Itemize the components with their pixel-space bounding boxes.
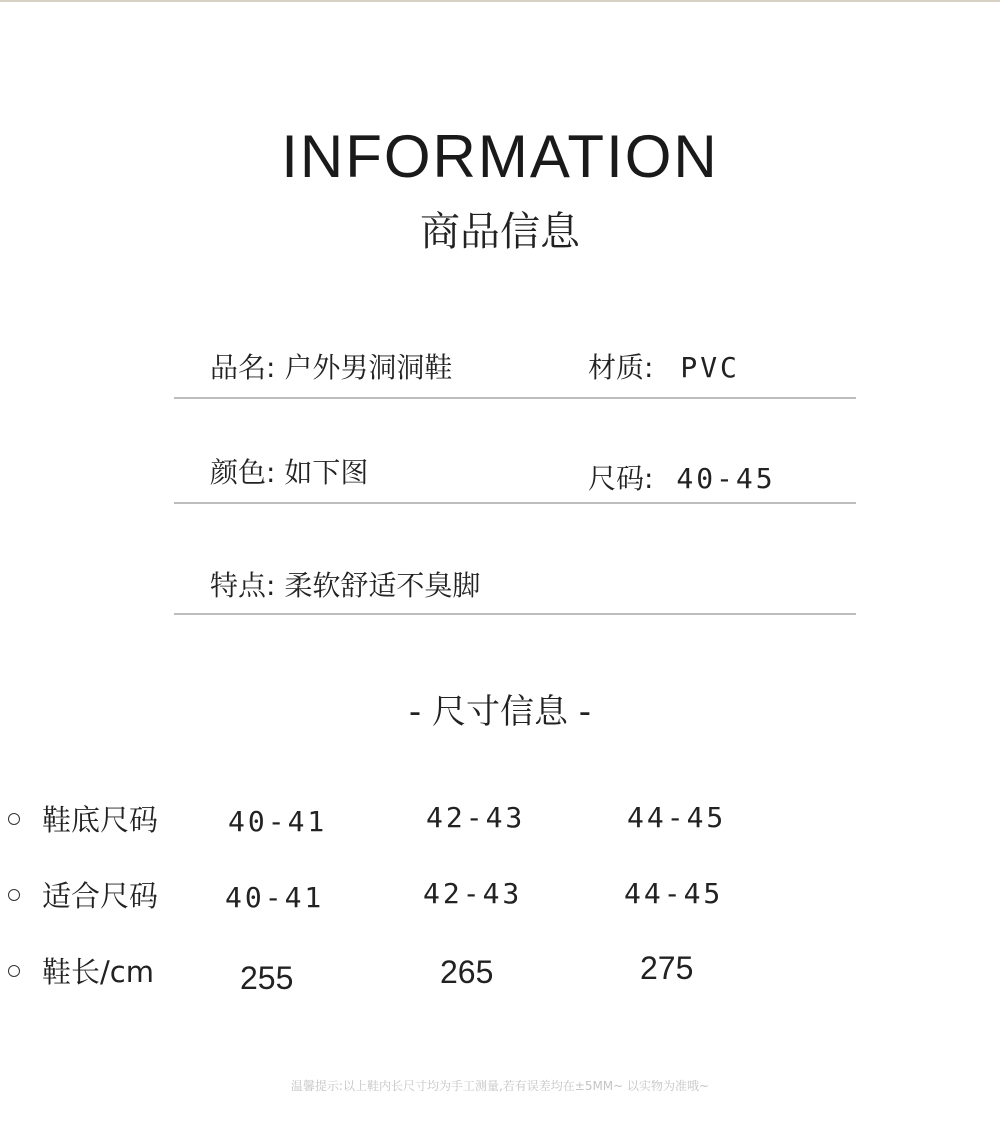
size-cell: 275 (640, 950, 694, 986)
title-chinese: 商品信息 (420, 209, 580, 255)
divider-3 (174, 613, 856, 615)
product-name-value: 户外男洞洞鞋 (284, 351, 453, 384)
divider-2 (174, 502, 856, 504)
size-cell: 42-43 (426, 801, 526, 834)
product-name-label: 品名: (210, 351, 276, 384)
size-cell: 44-45 (624, 877, 724, 910)
size-cell: 42-43 (423, 877, 523, 910)
row-label: 鞋长/cm (42, 955, 154, 989)
product-features-label: 特点: (210, 569, 276, 602)
footnote: 温馨提示:以上鞋内长尺寸均为手工测量,若有误差均在±5MM~ 以实物为准哦~ (290, 1079, 710, 1093)
circle-bullet-icon (8, 965, 20, 977)
product-color-value: 如下图 (284, 456, 369, 489)
product-material-label: 材质: (588, 351, 654, 384)
circle-bullet-icon (8, 889, 20, 901)
product-material (588, 350, 740, 386)
circle-bullet-icon (8, 813, 20, 825)
size-cell: 40-41 (228, 805, 328, 838)
size-row-fit (0, 876, 1000, 924)
size-row-length (0, 952, 1000, 1000)
size-cell: 265 (440, 954, 494, 990)
row-label: 适合尺码 (42, 879, 159, 913)
product-size-value: 40-45 (676, 462, 776, 495)
size-cell: 40-41 (225, 881, 325, 914)
row-label: 鞋底尺码 (42, 803, 159, 837)
product-color (210, 455, 368, 491)
size-row-sole (0, 800, 1000, 848)
size-section-title: - 尺寸信息 - (408, 692, 592, 732)
product-material-value: PVC (680, 351, 740, 384)
product-size-label: 尺码: (588, 462, 654, 495)
divider-1 (174, 397, 856, 399)
title-english: INFORMATION (281, 123, 719, 190)
product-name (210, 350, 452, 386)
product-features-value: 柔软舒适不臭脚 (284, 569, 481, 602)
size-cell: 255 (240, 960, 294, 996)
top-border (0, 0, 1000, 2)
size-cell: 44-45 (627, 801, 727, 834)
product-size (588, 461, 776, 497)
product-color-label: 颜色: (210, 456, 276, 489)
product-features (210, 568, 480, 604)
